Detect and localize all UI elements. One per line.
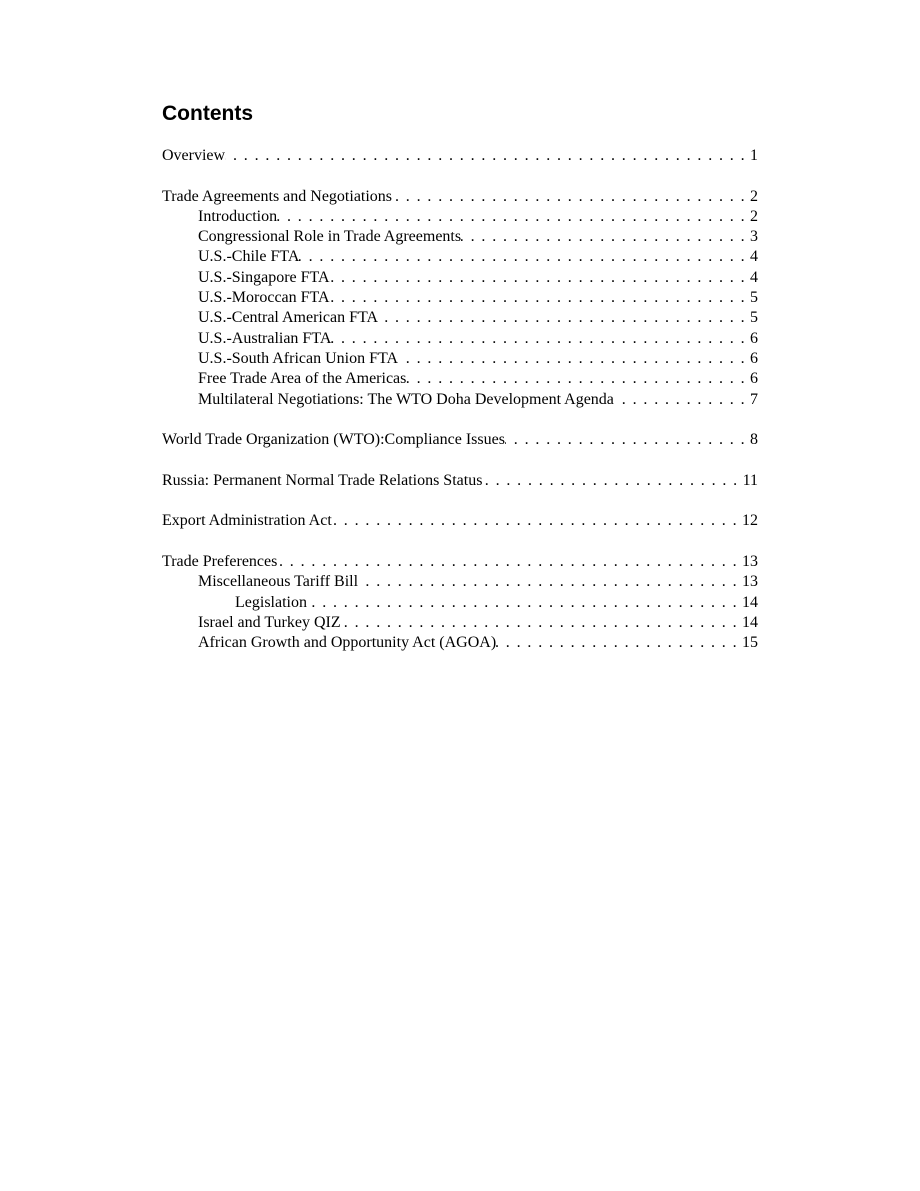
- dot-leader: [482, 471, 742, 491]
- toc-page-number: 4: [750, 248, 758, 266]
- toc-entry[interactable]: [162, 268, 758, 288]
- toc-entry-title: U.S.-Singapore FTA: [198, 268, 330, 286]
- dot-leader: [614, 390, 750, 410]
- toc-entry-title: U.S.-Central American FTA: [198, 309, 379, 327]
- toc-entry-title: U.S.-South African Union FTA: [198, 349, 399, 367]
- toc-entry[interactable]: [162, 511, 758, 531]
- toc-entry-title: Congressional Role in Trade Agreements: [198, 228, 462, 246]
- toc-entry-title: African Growth and Opportunity Act (AGOA): [198, 634, 497, 652]
- toc-entry[interactable]: [162, 247, 758, 267]
- toc-entry[interactable]: [162, 288, 758, 308]
- toc-page-number: 13: [742, 573, 758, 591]
- dot-leader: [307, 593, 742, 613]
- toc-entry[interactable]: [162, 146, 758, 166]
- toc-entry-title: Trade Preferences: [162, 552, 278, 570]
- toc-page-number: 3: [750, 228, 758, 246]
- toc-entry-title: Miscellaneous Tariff Bill: [198, 573, 359, 591]
- dot-leader: [330, 288, 750, 308]
- dot-leader: [505, 430, 750, 450]
- toc-page-number: 5: [750, 289, 758, 307]
- toc-entry[interactable]: [162, 552, 758, 572]
- dot-leader: [461, 227, 750, 247]
- toc-entry[interactable]: [162, 572, 758, 592]
- toc-entry-title: Free Trade Area of the Americas: [198, 370, 407, 388]
- toc-entry-title: Introduction: [198, 207, 278, 225]
- toc-entry-title: World Trade Organization (WTO):Compliance Issues: [162, 431, 505, 449]
- toc-page-number: 4: [750, 268, 758, 286]
- dot-leader: [299, 247, 750, 267]
- toc-page-number: 11: [742, 471, 758, 489]
- toc-page-number: 7: [750, 390, 758, 408]
- toc-entry[interactable]: [162, 207, 758, 227]
- toc-entry-title: Export Administration Act: [162, 512, 332, 530]
- toc-page-number: 14: [742, 613, 758, 631]
- toc-page-number: 2: [750, 207, 758, 225]
- toc-entry[interactable]: [162, 349, 758, 369]
- toc-page-number: 15: [742, 634, 758, 652]
- toc-page-number: 6: [750, 370, 758, 388]
- toc-entry[interactable]: [162, 471, 758, 491]
- dot-leader: [341, 613, 742, 633]
- dot-leader: [331, 329, 750, 349]
- toc-entry-title: Russia: Permanent Normal Trade Relations Status: [162, 471, 483, 489]
- toc-entry-title: U.S.-Moroccan FTA: [198, 289, 330, 307]
- toc-page-number: 1: [750, 147, 758, 164]
- toc-page-number: 13: [742, 552, 758, 570]
- toc-page-number: 2: [750, 187, 758, 205]
- dot-leader: [277, 207, 750, 227]
- toc-page-number: 14: [742, 593, 758, 611]
- dot-leader: [332, 511, 742, 531]
- toc-entry[interactable]: [162, 308, 758, 328]
- table-of-contents: [162, 146, 758, 653]
- toc-entry-title: U.S.-Chile FTA: [198, 248, 300, 266]
- toc-entry[interactable]: [162, 187, 758, 207]
- toc-page-number: 6: [750, 349, 758, 367]
- toc-entry-title: Legislation: [235, 593, 307, 611]
- dot-leader: [378, 308, 750, 328]
- toc-page-number: 8: [750, 431, 758, 449]
- dot-leader: [392, 187, 750, 207]
- toc-entry[interactable]: [162, 430, 758, 450]
- toc-entry-title: Overview: [162, 147, 226, 164]
- toc-entry-title: U.S.-Australian FTA: [198, 329, 332, 347]
- contents-heading: Contents: [162, 102, 253, 125]
- toc-page-number: 5: [750, 309, 758, 327]
- toc-entry[interactable]: [162, 593, 758, 613]
- toc-entry[interactable]: [162, 369, 758, 389]
- toc-entry-title: Trade Agreements and Negotiations: [162, 187, 393, 205]
- dot-leader: [496, 633, 742, 653]
- dot-leader: [277, 552, 742, 572]
- dot-leader: [225, 146, 750, 166]
- toc-entry-title: Israel and Turkey QIZ: [198, 613, 341, 631]
- dot-leader: [406, 369, 750, 389]
- dot-leader: [330, 268, 750, 288]
- dot-leader: [398, 349, 750, 369]
- toc-entry[interactable]: [162, 633, 758, 653]
- toc-entry-title: Multilateral Negotiations: The WTO Doha Development Agenda: [198, 390, 614, 408]
- toc-entry[interactable]: [162, 390, 758, 410]
- toc-entry[interactable]: [162, 329, 758, 349]
- toc-page-number: 12: [742, 512, 758, 530]
- dot-leader: [358, 572, 742, 592]
- toc-entry[interactable]: [162, 227, 758, 247]
- toc-entry[interactable]: [162, 613, 758, 633]
- toc-page-number: 6: [750, 329, 758, 347]
